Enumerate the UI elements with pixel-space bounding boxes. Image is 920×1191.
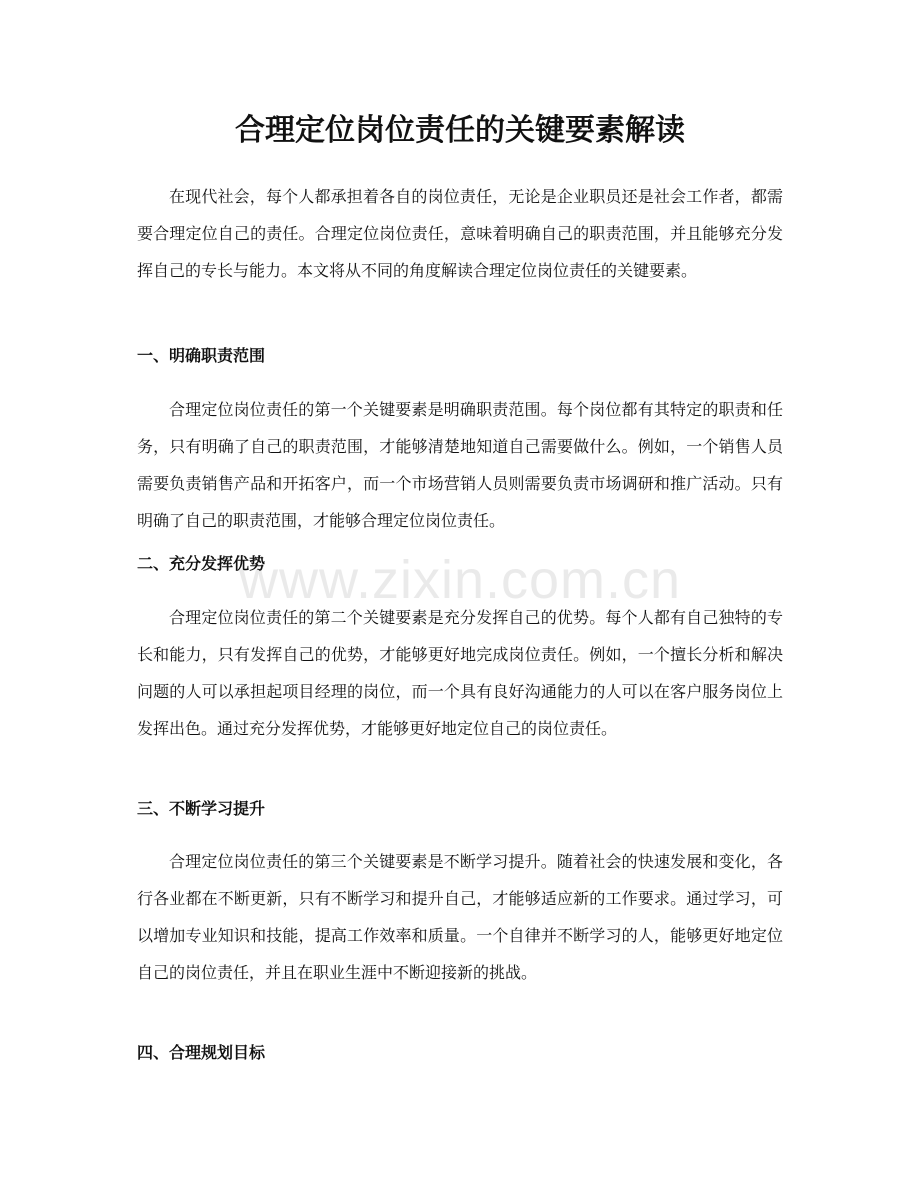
watermark-text: www.zixin.com.cn [238, 550, 682, 610]
section-paragraph-3: 合理定位岗位责任的第三个关键要素是不断学习提升。随着社会的快速发展和变化，各行各业都在不断更新，只有不断学习和提升自己，才能够适应新的工作要求。通过学习，可以增加专业知识和技能，提高工作效率和质量。一个自律并不断学习的人，能够更好地定位自己的岗位责任，并且在职业生涯中不断迎接新的挑战。 [137, 852, 783, 982]
section-heading-4: 四、合理规划目标 [137, 1043, 266, 1062]
document-title: 合理定位岗位责任的关键要素解读 [235, 113, 685, 148]
intro-paragraph: 在现代社会，每个人都承担着各自的岗位责任，无论是企业职员还是社会工作者，都需要合理定位自己的责任。合理定位岗位责任，意味着明确自己的职责范围，并且能够充分发挥自己的专长与能力。本文将从不同的角度解读合理定位岗位责任的关键要素。 [137, 187, 783, 280]
section-paragraph-2: 合理定位岗位责任的第二个关键要素是充分发挥自己的优势。每个人都有自己独特的专长和能力，只有发挥自己的优势，才能够更好地完成岗位责任。例如，一个擅长分析和解决问题的人可以承担起项目经理的岗位，而一个具有良好沟通能力的人可以在客户服务岗位上发挥出色。通过充分发挥优势，才能够更好地定位自己的岗位责任。 [137, 608, 783, 738]
section-paragraph-1: 合理定位岗位责任的第一个关键要素是明确职责范围。每个岗位都有其特定的职责和任务，只有明确了自己的职责范围，才能够清楚地知道自己需要做什么。例如，一个销售人员需要负责销售产品和开拓客户，而一个市场营销人员则需要负责市场调研和推广活动。只有明确了自己的职责范围，才能够合理定位岗位责任。 [137, 400, 783, 530]
section-heading-1: 一、明确职责范围 [137, 346, 266, 365]
section-heading-3: 三、不断学习提升 [137, 799, 266, 818]
section-heading-2: 二、充分发挥优势 [137, 554, 266, 573]
